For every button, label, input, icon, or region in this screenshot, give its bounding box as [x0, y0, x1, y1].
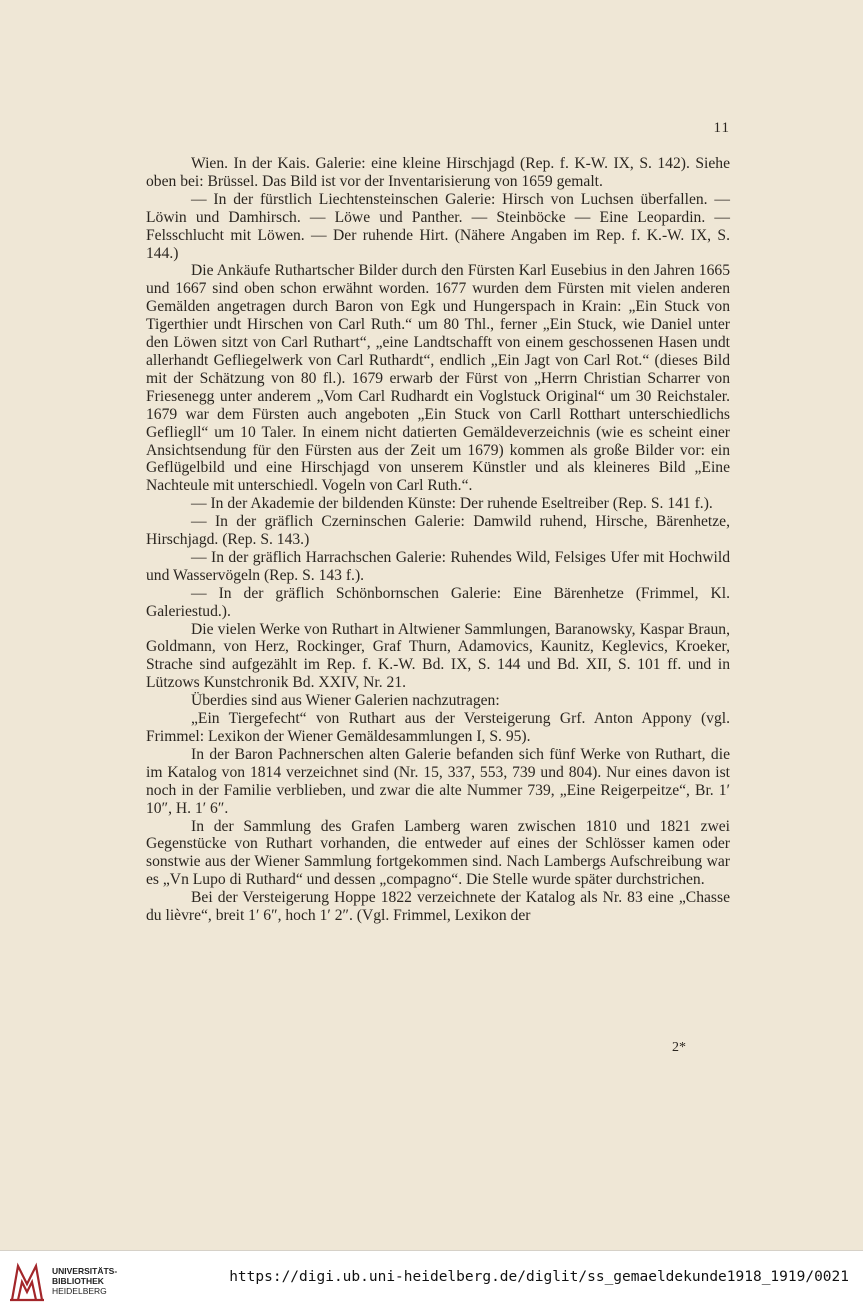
paragraph: Bei der Versteigerung Hoppe 1822 verzeichnete der Katalog als Nr. 83 eine „Chasse du lièvre“, breit 1′ 6″, hoch 1′ 2″. (Vgl. Frimmel, Lexikon der — [146, 889, 730, 925]
permalink-url[interactable]: https://digi.ub.uni-heidelberg.de/diglit/ss_gemaeldekunde1918_1919/0021 — [229, 1269, 849, 1285]
signature-mark: 2* — [672, 1040, 686, 1055]
viewer-footer — [0, 1250, 863, 1313]
paragraph: Überdies sind aus Wiener Galerien nachzutragen: — [191, 692, 500, 710]
paragraph: — In der gräflich Schönbornschen Galerie: Eine Bärenhetze (Frimmel, Kl. Galeriestud.). — [146, 584, 730, 620]
paragraph: Wien. In der Kais. Galerie: eine kleine Hirschjagd (Rep. f. K-W. IX, S. 142). Siehe oben bei: Brüssel. Das Bild ist vor der Inventarisierung von 1659 gemalt. — [146, 155, 730, 190]
paragraph: Die Ankäufe Ruthartscher Bilder durch den Fürsten Karl Eusebius in den Jahren 1665 und 1667 sind oben schon erwähnt worden. 1677 wurden dem Fürsten mit vielen anderen Gemälden angetragen durch Baron von Egk und Hungerspach in Krain: „Ein Stuck von Tigerthier undt Hirschen von Carl Ruth.“ um 80 Thl., ferner „Ein Stuck, wie Daniel unter den Löwen sitzt von Carl Ruthart“, „eine Landtschafft von einem geschossenen Hasen undt allerhandt Gefliegelwerk von Carl Ruthardt“, endlich „Ein Jagt von Carl Rot.“ (dieses Bild mit der Schätzung von 80 fl.). 1679 erwarb der Fürst von „Herrn Christian Scharrer von Friesenegg unter anderem „Vom Carl Rudhardt ein Voglstuck Original“ um 30 Reichstaler. 1679 war dem Fürsten auch angeboten „Ein Stuck von Carll Rotthart unterschiedlichs Gefliegll“ um 10 Taler. In einem nicht datierten Gemäldeverzeichnis (wie es scheint einer Ansichtsendung für den Fürsten aus der Zeit um 1679) kommen als große Bilder vor: ein Geflügelbild und eine Hirschjagd von unserem Künstler und als kleineres Bild „Eine Nachteule mit unterschiedl. Vogeln von Carl Ruth.“. — [146, 262, 730, 495]
paragraph: — In der gräflich Harrachschen Galerie: Ruhendes Wild, Felsiges Ufer mit Hochwild und Wasservögeln (Rep. S. 143 f.). — [146, 548, 730, 584]
page-number: 11 — [713, 120, 730, 136]
paragraph: In der Sammlung des Grafen Lamberg waren zwischen 1810 und 1821 zwei Gegenstücke von Ruthart vorhanden, die entweder auf eines der Schlösser kamen oder sonstwie aus der Wiener Sammlung fortgekommen sind. Nach Lambergs Aufschreibung war es „Vn Lupo di Ruthard“ und dessen „compagno“. Die Stelle wurde später durchstrichen. — [146, 817, 730, 889]
library-name-line: UNIVERSITÄTS- — [52, 1266, 118, 1276]
library-name-line: BIBLIOTHEK — [52, 1276, 104, 1286]
paragraph: — In der Akademie der bildenden Künste: Der ruhende Eseltreiber (Rep. S. 141 f.). — [191, 495, 713, 513]
body-text — [146, 155, 730, 925]
university-seal-icon — [8, 1260, 46, 1304]
library-name-line: HEIDELBERG — [52, 1286, 107, 1296]
seal-shape — [10, 1266, 44, 1300]
paragraph: „Ein Tiergefecht“ von Ruthart aus der Versteigerung Grf. Anton Appony (vgl. Frimmel: Lexikon der Wiener Gemäldesammlungen I, S. 95). — [146, 710, 730, 745]
library-name — [52, 1266, 117, 1296]
paragraph: — In der gräflich Czerninschen Galerie: Damwild ruhend, Hirsche, Bärenhetze, Hirschjagd. (Rep. S. 143.) — [146, 513, 730, 549]
paragraph: Die vielen Werke von Ruthart in Altwiener Sammlungen, Baranowsky, Kaspar Braun, Goldmann, von Herz, Rockinger, Graf Thurn, Adamovics, Kaunitz, Keglevics, Kroeker, Strache sind aufgezählt im Rep. f. K.-W. Bd. IX, S. 144 und Bd. XII, S. 101 ff. und in Lützows Kunstchronik Bd. XXIV, Nr. 21. — [146, 620, 730, 692]
paragraph: — In der fürstlich Liechtensteinschen Galerie: Hirsch von Luchsen überfallen. — Löwin und Damhirsch. — Löwe und Panther. — Steinböcke — Eine Leopardin. — Felsschlucht mit Löwen. — Der ruhende Hirt. (Nähere Angaben im Rep. f. K.-W. IX, S. 144.) — [146, 190, 730, 262]
paragraph: In der Baron Pachnerschen alten Galerie befanden sich fünf Werke von Ruthart, die im Katalog von 1814 verzeichnet sind (Nr. 15, 337, 553, 739 und 804). Nur eines davon ist noch in der Familie verblieben, und zwar die alte Nummer 739, „Eine Reigerpeitze“, Br. 1′ 10″, H. 1′ 6″. — [146, 745, 730, 817]
